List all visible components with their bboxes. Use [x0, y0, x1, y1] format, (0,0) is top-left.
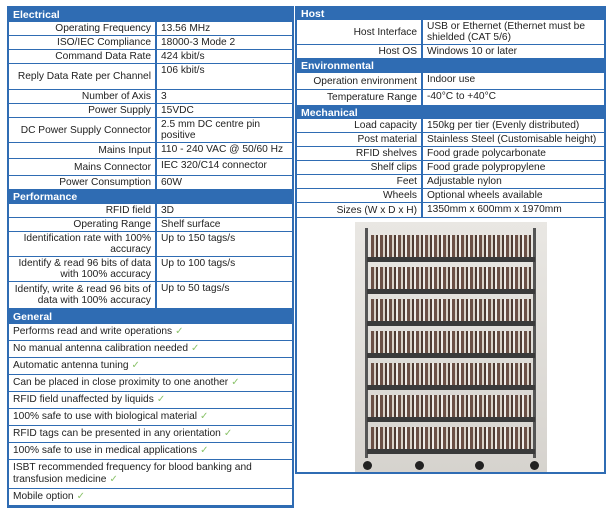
- feature-text: RFID field unaffected by liquids: [13, 394, 154, 405]
- shelf-bar: [367, 257, 535, 262]
- performance-section-header: Performance: [9, 190, 292, 204]
- spec-label: Power Consumption: [9, 176, 157, 189]
- spec-value: 1350mm x 600mm x 1970mm: [427, 204, 562, 215]
- shelf-bar: [367, 321, 535, 326]
- shelf-tier: [367, 360, 535, 390]
- spec-row: [297, 45, 604, 59]
- check-icon: ✓: [109, 474, 118, 485]
- spec-value: Up to 150 tags/s: [161, 233, 236, 244]
- general-feature-item: [9, 460, 292, 489]
- spec-row: [9, 204, 292, 218]
- spec-row: [297, 203, 604, 218]
- spec-label: Mains Connector: [9, 159, 157, 175]
- spec-row: [9, 90, 292, 104]
- spec-value: 60W: [161, 177, 182, 188]
- spec-label: Temperature Range: [297, 90, 423, 105]
- environmental-section-header: Environmental: [297, 59, 604, 73]
- general-feature-item: [9, 341, 292, 358]
- spec-label: Reply Data Rate per Channel: [9, 64, 157, 89]
- sample-tubes: [371, 331, 531, 353]
- spec-label: ISO/IEC Compliance: [9, 36, 157, 49]
- check-icon: ✓: [175, 326, 184, 337]
- feature-text: Performs read and write operations: [13, 326, 173, 337]
- spec-row: [297, 20, 604, 45]
- general-section-header: General: [9, 309, 292, 324]
- sample-tubes: [371, 395, 531, 417]
- spec-value: Stainless Steel (Customisable height): [427, 134, 597, 145]
- spec-value: 110 - 240 VAC @ 50/60 Hz: [161, 144, 284, 155]
- spec-label: Mains Input: [9, 143, 157, 158]
- general-feature-item: [9, 324, 292, 341]
- shelf-tier: [367, 328, 535, 358]
- wheel-icon: [363, 461, 372, 470]
- sample-tubes: [371, 363, 531, 385]
- feature-text: Can be placed in close proximity to one another: [13, 377, 229, 388]
- spec-label: Power Supply: [9, 104, 157, 117]
- spec-value: 3D: [161, 205, 175, 216]
- check-icon: ✓: [200, 411, 209, 422]
- spec-label: Operation environment: [297, 73, 423, 89]
- check-icon: ✓: [156, 394, 166, 405]
- general-feature-item: [9, 358, 292, 375]
- spec-label: RFID shelves: [297, 147, 423, 160]
- spec-row: [297, 161, 604, 175]
- spec-row: [297, 119, 604, 133]
- spec-value: -40°C to +40°C: [427, 91, 497, 102]
- spec-label: Load capacity: [297, 119, 423, 132]
- general-feature-item: [9, 375, 292, 392]
- spec-row: [9, 232, 292, 257]
- right-spec-panel: [295, 6, 606, 474]
- spec-row: [9, 104, 292, 118]
- feature-text: 100% safe to use with biological material: [13, 411, 198, 422]
- spec-label: Identify, write & read 96 bits of data with 100% accuracy: [9, 282, 157, 308]
- spec-row: [297, 147, 604, 161]
- spec-row: [9, 50, 292, 64]
- feature-text: 100% safe to use in medical applications: [13, 445, 198, 456]
- spec-row: [9, 64, 292, 90]
- shelf-tier: [367, 424, 535, 454]
- electrical-section-header: Electrical: [9, 8, 292, 22]
- general-feature-item: [9, 426, 292, 443]
- spec-label: Operating Frequency: [9, 22, 157, 35]
- spec-row: [9, 176, 292, 190]
- shelf-tier: [367, 392, 535, 422]
- spec-row: [9, 118, 292, 143]
- spec-label: Host Interface: [297, 20, 423, 44]
- spec-row: [9, 218, 292, 232]
- spec-label: Post material: [297, 133, 423, 146]
- spec-value: Up to 50 tags/s: [161, 283, 230, 294]
- spec-label: Operating Range: [9, 218, 157, 231]
- spec-row: [9, 257, 292, 282]
- spec-label: Sizes (W x D x H): [297, 203, 423, 217]
- spec-row: [9, 159, 292, 176]
- general-feature-item: [9, 489, 292, 506]
- host-section-header: Host: [297, 8, 604, 20]
- shelf-tier: [367, 296, 535, 326]
- sample-tubes: [371, 267, 531, 289]
- spec-value: 15VDC: [161, 105, 194, 116]
- spec-label: Identification rate with 100% accuracy: [9, 232, 157, 256]
- spec-label: Identify & read 96 bits of data with 100% accuracy: [9, 257, 157, 281]
- spec-value: Food grade polypropylene: [427, 162, 546, 173]
- spec-value: Indoor use: [427, 74, 476, 85]
- wheel-icon: [530, 461, 539, 470]
- feature-text: Automatic antenna tuning: [13, 360, 129, 371]
- general-feature-item: [9, 409, 292, 426]
- wheel-icon: [475, 461, 484, 470]
- spec-value: Up to 100 tags/s: [161, 258, 236, 269]
- spec-label: Feet: [297, 175, 423, 188]
- feature-text: Mobile option: [13, 491, 74, 502]
- spec-value: 3: [161, 91, 167, 102]
- shelf-bar: [367, 449, 535, 454]
- shelf-bar: [367, 385, 535, 390]
- spec-value: 150kg per tier (Evenly distributed): [427, 120, 580, 131]
- spec-row: [297, 90, 604, 106]
- spec-value: 106 kbit/s: [161, 65, 205, 76]
- spec-row: [9, 36, 292, 50]
- spec-label: Command Data Rate: [9, 50, 157, 63]
- spec-label: RFID field: [9, 204, 157, 217]
- check-icon: ✓: [131, 360, 141, 371]
- spec-value: Food grade polycarbonate: [427, 148, 546, 159]
- spec-label: DC Power Supply Connector: [9, 118, 157, 142]
- check-icon: ✓: [231, 377, 240, 388]
- spec-value: 13.56 MHz: [161, 23, 211, 34]
- spec-value: Optional wheels available: [427, 190, 543, 201]
- sample-tubes: [371, 299, 531, 321]
- spec-value: IEC 320/C14 connector: [161, 160, 267, 171]
- check-icon: ✓: [200, 445, 209, 456]
- spec-label: Shelf clips: [297, 161, 423, 174]
- spec-row: [297, 189, 604, 203]
- shelf-bar: [367, 417, 535, 422]
- shelf-bar: [367, 353, 535, 358]
- rfid-shelving-photo: [355, 222, 547, 472]
- spec-value: Shelf surface: [161, 219, 221, 230]
- spec-row: [297, 175, 604, 189]
- spec-value: USB or Ethernet (Ethernet must be shielded (CAT 5/6): [427, 21, 585, 43]
- spec-row: [9, 282, 292, 309]
- check-icon: ✓: [223, 428, 233, 439]
- general-feature-item: [9, 443, 292, 460]
- spec-row: [297, 73, 604, 90]
- spec-label: Number of Axis: [9, 90, 157, 103]
- spec-row: [297, 133, 604, 147]
- wheel-icon: [415, 461, 424, 470]
- shelf-tier: [367, 264, 535, 294]
- spec-value: 424 kbit/s: [161, 51, 205, 62]
- spec-value: Windows 10 or later: [427, 46, 518, 57]
- check-icon: ✓: [76, 491, 86, 502]
- sample-tubes: [371, 235, 531, 257]
- general-feature-item: [9, 392, 292, 409]
- mechanical-section-header: Mechanical: [297, 106, 604, 119]
- feature-text: ISBT recommended frequency for blood banking and transfusion medicine: [13, 462, 252, 485]
- shelf-bar: [367, 289, 535, 294]
- spec-label: Host OS: [297, 45, 423, 58]
- left-spec-panel: [7, 6, 294, 508]
- check-icon: ✓: [191, 343, 200, 354]
- feature-text: RFID tags can be presented in any orientation: [13, 428, 221, 439]
- spec-row: [9, 22, 292, 36]
- sample-tubes: [371, 427, 531, 449]
- spec-value: Adjustable nylon: [427, 176, 502, 187]
- spec-label: Wheels: [297, 189, 423, 202]
- spec-row: [9, 143, 292, 159]
- shelf-tier: [367, 232, 535, 262]
- spec-value: 18000-3 Mode 2: [161, 37, 236, 48]
- spec-value: 2.5 mm DC centre pin positive: [161, 119, 261, 141]
- feature-text: No manual antenna calibration needed: [13, 343, 189, 354]
